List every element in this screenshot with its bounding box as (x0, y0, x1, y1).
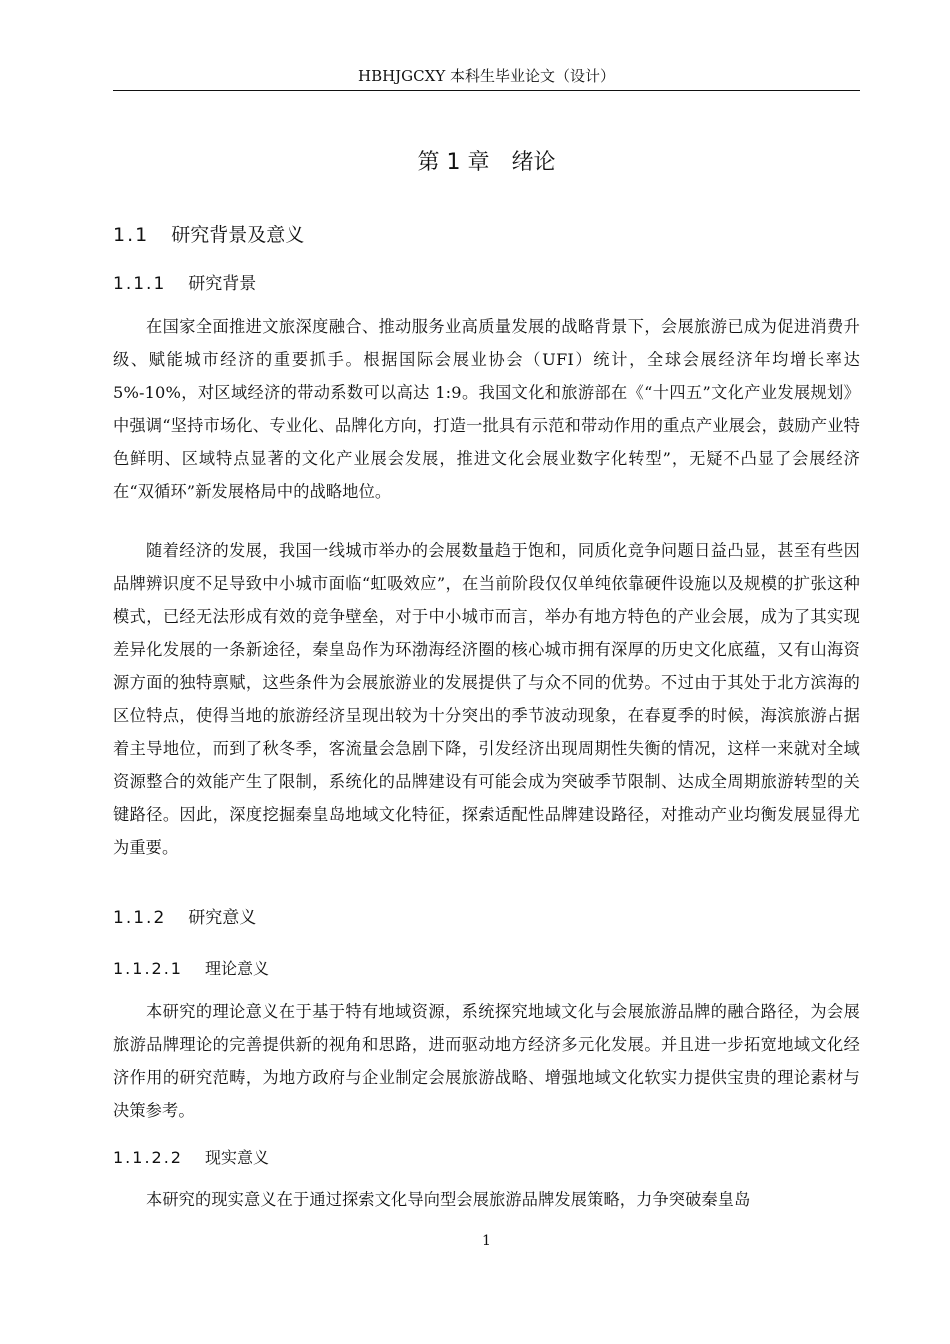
section-heading-1-1 (113, 221, 304, 249)
paragraph-practice: 本研究的现实意义在于通过探索文化导向型会展旅游品牌发展策略，力争突破秦皇岛 (146, 1190, 751, 1209)
section-heading-1-1-2-2 (113, 1146, 269, 1170)
section-number: 1.1.2 (113, 908, 167, 928)
section-number: 1.1.2.1 (113, 959, 183, 978)
section-title: 现实意义 (204, 1148, 269, 1167)
section-number: 1.1.2.2 (113, 1148, 183, 1167)
paragraph-theory: 本研究的理论意义在于基于特有地域资源，系统探究地域文化与会展旅游品牌的融合路径，为会展旅游品牌理论的完善提供新的视角和思路，进而驱动地方经济多元化发展。并且进一步拓宽地域文化经济作用的研究范畴，为地方政府与企业制定会展旅游战略、增强地域文化软实力提供宝贵的理论素材与决策参考。 (113, 1002, 860, 1120)
section-number: 1.1.1 (113, 274, 167, 294)
section-heading-1-1-1 (113, 271, 256, 297)
section-heading-1-1-2 (113, 905, 256, 931)
paragraph-background-2: 随着经济的发展，我国一线城市举办的会展数量趋于饱和，同质化竞争问题日益凸显，甚至有些因品牌辨识度不足导致中小城市面临“虹吸效应”，在当前阶段仅仅单纯依靠硬件设施以及规模的扩张这种模式，已经无法形成有效的竞争壁垒，对于中小城市而言，举办有地方特色的产业会展，成为了其实现差异化发展的一条新途径，秦皇岛作为环渤海经济圈的核心城市拥有深厚的历史文化底蕴，又有山海资源方面的独特禀赋，这些条件为会展旅游业的发展提供了与众不同的优势。不过由于其处于北方滨海的区位特点，使得当地的旅游经济呈现出较为十分突出的季节波动现象，在春夏季的时候，海滨旅游占据着主导地位，而到了秋冬季，客流量会急剧下降，引发经济出现周期性失衡的情况，这样一来就对全域资源整合的效能产生了限制，系统化的品牌建设有可能会成为突破季节限制、达成全周期旅游转型的关键路径。因此，深度挖掘秦皇岛地域文化特征，探索适配性品牌建设路径，对推动产业均衡发展显得尤为重要。 (113, 541, 860, 857)
section-title: 理论意义 (204, 959, 269, 978)
section-number: 1.1 (113, 224, 150, 246)
page-number: 1 (482, 1233, 491, 1249)
section-heading-1-1-2-1 (113, 957, 269, 981)
section-title: 研究意义 (188, 908, 257, 928)
chapter-title: 第 1 章 绪论 (417, 150, 556, 175)
section-title: 研究背景 (188, 274, 257, 294)
running-header: HBHJGCXY 本科生毕业论文（设计） (357, 67, 615, 85)
paragraph-background-1: 在国家全面推进文旅深度融合、推动服务业高质量发展的战略背景下，会展旅游已成为促进消费升级、赋能城市经济的重要抓手。根据国际会展业协会（UFI）统计，全球会展经济年均增长率达 5%-10%，对区域经济的带动系数可以高达 1:9。我国文化和旅游部在《“十四五”文化产业发展规划》中强调“坚持市场化、专业化、品牌化方向，打造一批具有示范和带动作用的重点产业展会，鼓励产业特色鲜明、区域特点显著的文化产业展会发展，推进文化会展业数字化转型”，无疑不凸显了会展经济在“双循环”新发展格局中的战略地位。 (113, 317, 860, 501)
section-title: 研究背景及意义 (171, 224, 305, 246)
header-rule (113, 90, 860, 91)
